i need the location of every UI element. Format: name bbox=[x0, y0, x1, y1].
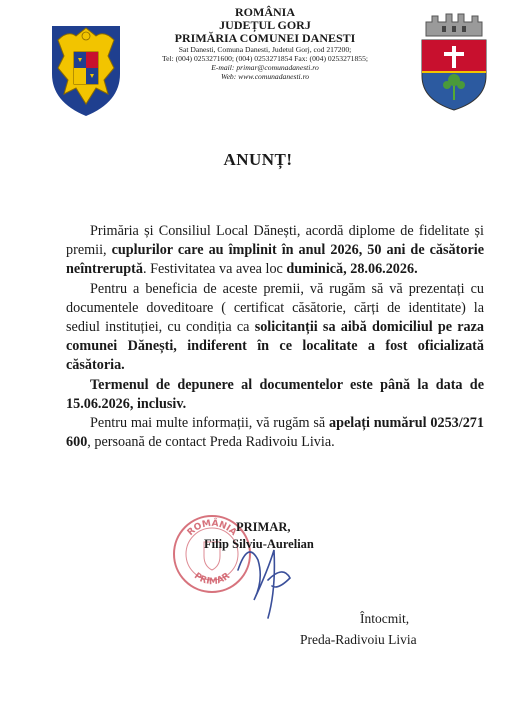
danesti-coat-of-arms-icon bbox=[416, 10, 492, 112]
header-web: Web: www.comunadanesti.ro bbox=[220, 72, 310, 81]
paragraph-text: Pentru mai multe informații, vă rugăm să bbox=[90, 415, 329, 432]
paragraph-invitation bbox=[66, 222, 484, 280]
header-county: JUDEȚUL GORJ bbox=[219, 18, 311, 32]
header-phones: Tel: (004) 0253271600; (004) 0253271854 Fax: (004) 0253271855; bbox=[162, 54, 368, 63]
svg-text:ROMÂNIA: ROMÂNIA bbox=[185, 518, 239, 538]
paragraph-requirements bbox=[66, 280, 484, 376]
paragraph-text: Primăria și Consiliul Local Dănești, acordă diplome de fidelitate și premii, bbox=[66, 223, 484, 259]
romania-coat-of-arms-icon bbox=[48, 22, 124, 118]
paragraph-emphasis: cuplurilor care au împlinit în anul 2026, 50 ani de căsătorie neîntreruptă bbox=[66, 242, 484, 278]
paragraph-emphasis: solicitanții sa aibă domiciliul pe raza comunei Dănești, indiferent în ce localitate a fost oficializată căsătoria. bbox=[66, 319, 484, 374]
signoff-name: Filip Silviu-Aurelian bbox=[204, 537, 314, 551]
event-date: duminică, 28.06.2026. bbox=[286, 261, 418, 278]
institution-header bbox=[130, 6, 400, 81]
announcement-body bbox=[66, 222, 484, 452]
announcement-title: ANUNȚ! bbox=[223, 150, 293, 169]
paragraph-text: . Festivitatea va avea loc bbox=[142, 261, 287, 278]
deadline-text: Termenul de depunere al documentelor este până la data de 15.06.2026, inclusiv. bbox=[66, 376, 484, 412]
phone-number: apelați numărul 0253/271 600 bbox=[66, 415, 484, 451]
header-address: Sat Danesti, Comuna Danesti, Judetul Gorj, cod 217200; bbox=[178, 45, 352, 54]
signoff-role: PRIMAR, bbox=[236, 520, 291, 534]
paragraph-text: , persoană de contact Preda Radivoiu Livia. bbox=[87, 434, 335, 451]
prepared-by bbox=[300, 608, 417, 650]
paragraph-contact bbox=[66, 414, 484, 452]
header-email: E-mail: primar@comunadanesti.ro bbox=[211, 63, 319, 72]
header-country: ROMÂNIA bbox=[235, 5, 295, 19]
svg-text:PRIMAR: PRIMAR bbox=[192, 571, 232, 588]
paragraph-text: Pentru a beneficia de aceste premii, vă rugăm să vă prezentați cu documentele doveditoare ( certificat căsătorie, cărți de identitate) la sediul instituției, cu condiția ca bbox=[66, 280, 484, 336]
prepared-by-name: Preda-Radivoiu Livia bbox=[300, 632, 417, 647]
paragraph-deadline bbox=[66, 376, 484, 414]
prepared-by-label: Întocmit, bbox=[360, 611, 410, 626]
header-institution: PRIMĂRIA COMUNEI DANESTI bbox=[174, 31, 356, 45]
